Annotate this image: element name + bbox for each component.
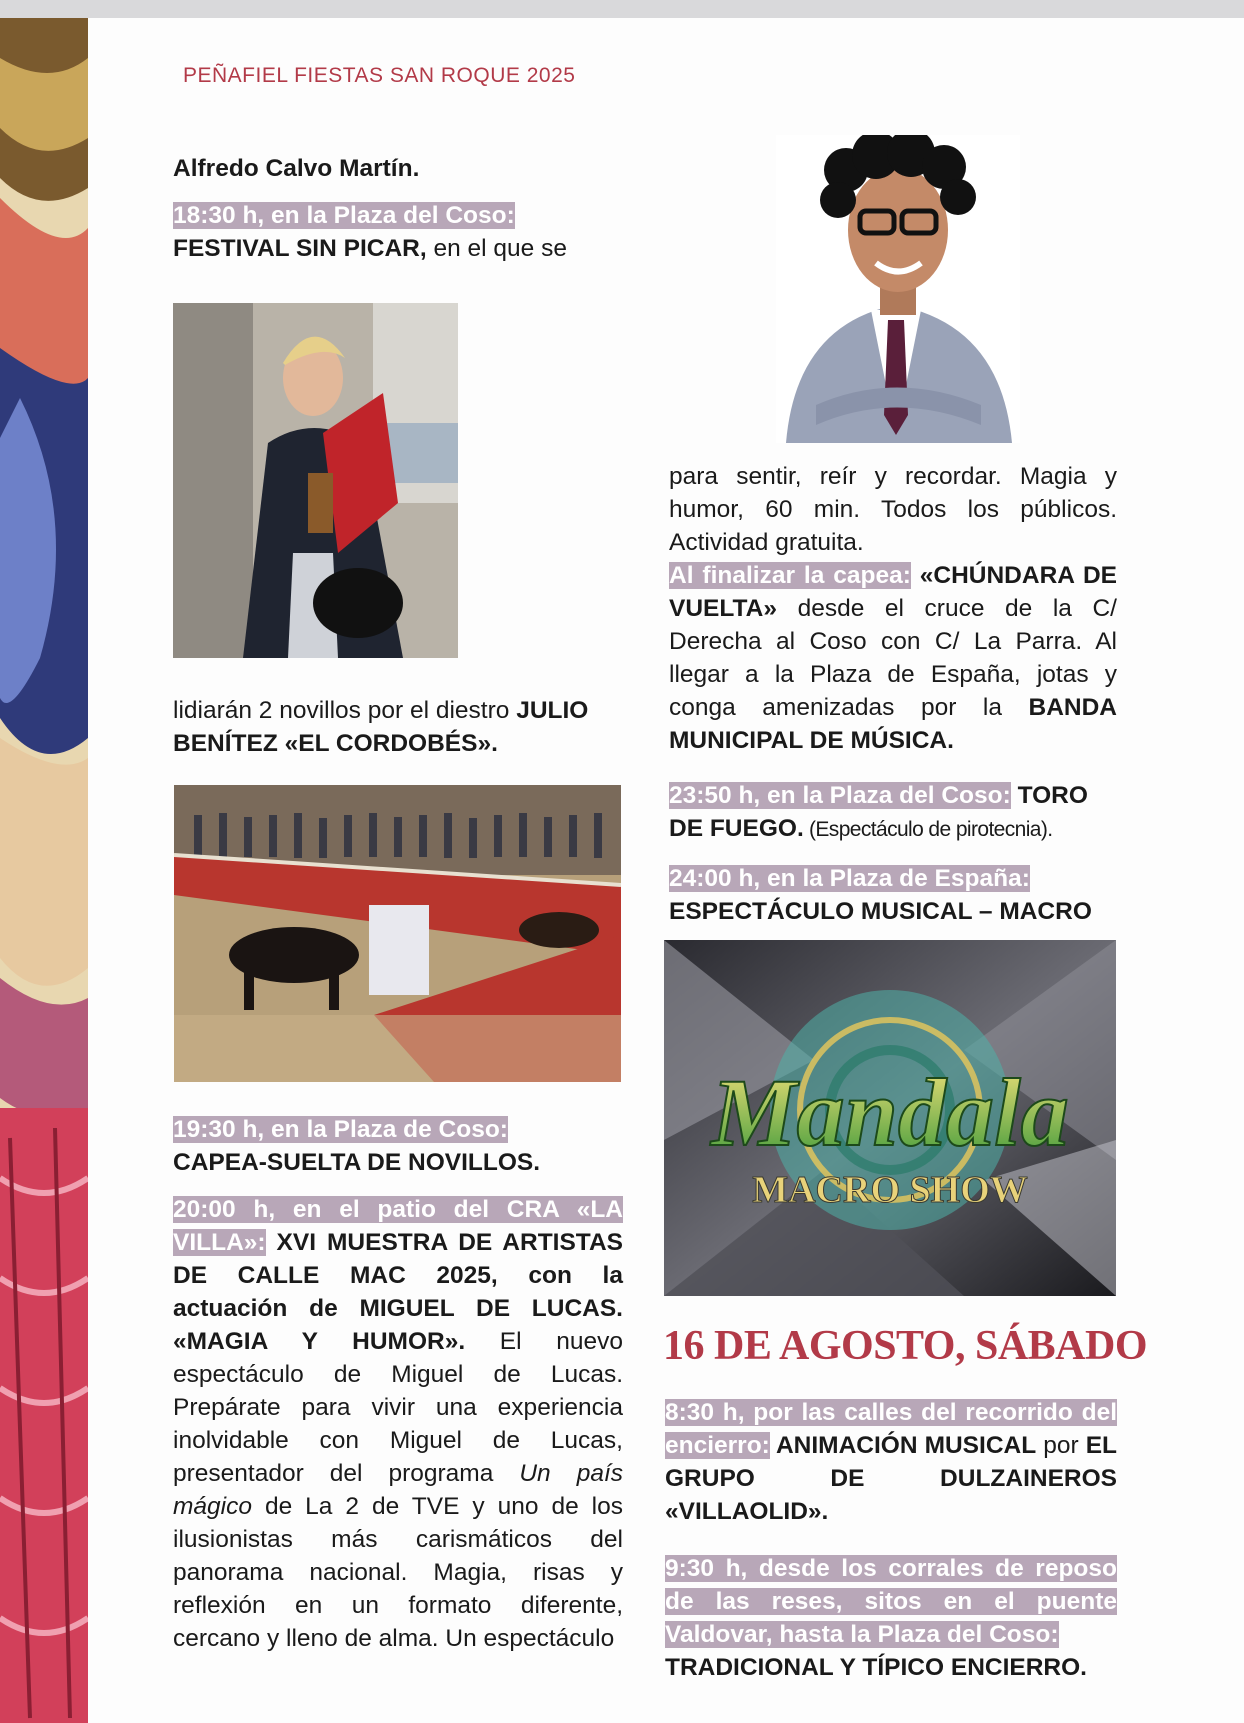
- event-title: ANIMACIÓN MUSICAL: [769, 1432, 1037, 1459]
- event-animacion: [665, 1396, 1117, 1528]
- decorative-painting-strip: [0, 18, 88, 1723]
- intro-name: Alfredo Calvo Martín.: [173, 155, 420, 182]
- right-column-bottom: [665, 1396, 1117, 1684]
- event-title: TORO DE FUEGO.: [669, 782, 1088, 842]
- performer-name: JULIO BENÍTEZ «EL CORDOBÉS».: [173, 697, 589, 757]
- event-time: 9:30 h, desde los corrales de reposo de las reses, sitos en el puente Valdovar, hasta la Plaza del Coso:: [665, 1555, 1117, 1648]
- event-title: CAPEA-SUELTA DE NOVILLOS.: [173, 1149, 541, 1176]
- event-title: XVI MUESTRA DE ARTISTAS DE CALLE MAC 2025, con la actuación de MIGUEL DE LUCAS. «MAGIA Y HUMOR».: [173, 1229, 623, 1355]
- event-chundara: [669, 559, 1117, 757]
- event-musical: [669, 862, 1117, 928]
- event-title: «CHÚNDARA DE VUELTA»: [669, 562, 1117, 622]
- torero-photo: [173, 303, 458, 658]
- event-encierro: [665, 1552, 1117, 1684]
- event-mac: [173, 1193, 623, 1655]
- event-text: (Espectáculo de pirotecnia).: [803, 818, 1053, 841]
- poster-logo-word: Mandala: [711, 1059, 1069, 1166]
- event-title: TRADICIONAL Y TÍPICO ENCIERRO.: [665, 1654, 1087, 1681]
- poster-logo-subtitle: MACRO SHOW: [752, 1169, 1028, 1211]
- event-time: Al finalizar la capea:: [669, 562, 911, 589]
- day-heading: 16 DE AGOSTO, SÁBADO: [663, 1323, 1148, 1369]
- running-title: PEÑAFIEL FIESTAS SAN ROQUE 2025: [183, 64, 576, 87]
- event-text-part: lidiarán 2 novillos por el diestro: [173, 697, 517, 724]
- band-name: BANDA MUNICIPAL DE MÚSICA.: [669, 694, 1117, 754]
- event-time: 8:30 h, por las calles del recorrido del encierro:: [665, 1399, 1117, 1459]
- event-text: desde el cruce de la C/ Derecha al Coso con C/ La Parra. Al llegar a la Plaza de España, jotas y conga amenizadas por la: [669, 595, 1117, 721]
- event-text: para sentir, reír y recordar. Magia y humor, 60 min. Todos los públicos. Actividad gratuita.: [669, 463, 1117, 556]
- left-column-bottom: [173, 1113, 623, 1655]
- event-title: FESTIVAL SIN PICAR,: [173, 235, 427, 262]
- viewer-top-bar: [0, 0, 1244, 19]
- event-time: 20:00 h, en el patio del CRA «LA VILLA»:: [173, 1196, 623, 1256]
- left-column-top: [173, 152, 623, 265]
- event-capea: [173, 1113, 623, 1179]
- event-time: 18:30 h, en la Plaza del Coso:: [173, 202, 515, 229]
- performer-name: EL GRUPO DE DULZAINEROS «VILLAOLID».: [665, 1432, 1117, 1525]
- bullring-photo: [174, 785, 621, 1082]
- left-column-cordobes: [173, 694, 623, 760]
- event-time: 23:50 h, en la Plaza del Coso:: [669, 782, 1011, 809]
- miguel-de-lucas-photo: [776, 135, 1020, 443]
- event-time: 24:00 h, en la Plaza de España:: [669, 865, 1030, 892]
- event-time: 19:30 h, en la Plaza de Coso:: [173, 1116, 508, 1143]
- event-festival: [173, 199, 623, 265]
- mandala-macro-show-poster: [664, 940, 1116, 1296]
- event-text: de La 2 de TVE y uno de los ilusionistas más carismáticos del panorama nacional. Magia, risas y reflexión en un formato diferente, cercano y lleno de alma. Un espectáculo: [173, 1493, 623, 1652]
- event-text: en el que se: [426, 235, 567, 262]
- event-text: El nuevo espectáculo de Miguel de Lucas. Prepárate para vivir una experiencia inolvidable con Miguel de Lucas, presentador del programa: [173, 1328, 623, 1487]
- event-title: ESPECTÁCULO MUSICAL – MACRO: [669, 898, 1092, 925]
- event-text: por: [1036, 1432, 1086, 1459]
- event-toro-de-fuego: [669, 779, 1117, 846]
- right-column-top: [669, 460, 1117, 928]
- event-text: [173, 694, 623, 760]
- tv-program-title: Un país mágico: [173, 1460, 624, 1520]
